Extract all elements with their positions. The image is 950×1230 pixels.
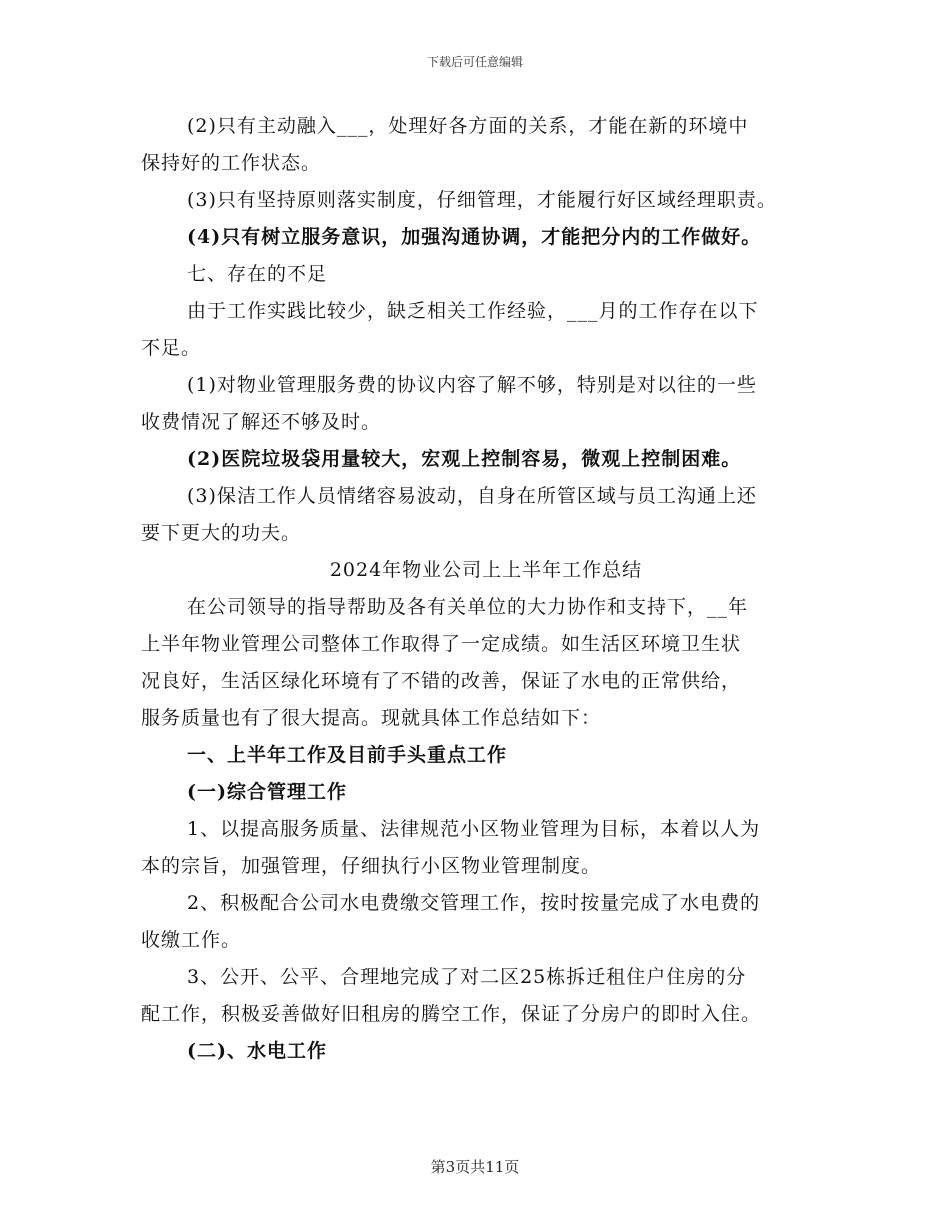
paragraph-line: 况良好，生活区绿化环境有了不错的改善，保证了水电的正常供给， <box>141 670 742 692</box>
paragraph-line: 上半年物业管理公司整体工作取得了一定成绩。如生活区环境卫生状 <box>141 633 742 655</box>
section-heading: 一、上半年工作及目前手头重点工作 <box>187 744 508 766</box>
document-title: 2024年物业公司上上半年工作总结 <box>329 559 643 581</box>
subsection-heading: (一)综合管理工作 <box>187 781 347 803</box>
paragraph-line: 3、公开、公平、合理地完成了对二区25栋拆迁租住户住房的分 <box>187 966 747 988</box>
paragraph-line: 保持好的工作状态。 <box>141 152 322 174</box>
paragraph-line: (3)保洁工作人员情绪容易波动，自身在所管区域与员工沟通上还 <box>187 485 757 507</box>
paragraph-line: 在公司领导的指导帮助及各有关单位的大力协作和支持下，__年 <box>187 596 749 618</box>
paragraph-line: 本的宗旨，加强管理，仔细执行小区物业管理制度。 <box>141 855 602 877</box>
paragraph-line: 不足。 <box>141 337 202 359</box>
paragraph-line: 1、以提高服务质量、法律规范小区物业管理为目标，本着以人为 <box>187 818 761 840</box>
paragraph-line: 配工作，积极妥善做好旧租房的腾空工作，保证了分房户的即时入住。 <box>141 1003 762 1025</box>
paragraph-line: (2)只有主动融入___，处理好各方面的关系，才能在新的环境中 <box>187 115 749 137</box>
section-heading: 七、存在的不足 <box>187 263 328 285</box>
paragraph-line: 要下更大的功夫。 <box>141 522 302 544</box>
paragraph-line: 收费情况了解还不够及时。 <box>141 411 382 433</box>
document-body <box>141 108 831 1070</box>
paragraph-line: 服务质量也有了很大提高。现就具体工作总结如下： <box>141 707 602 729</box>
paragraph-line: 由于工作实践比较少，缺乏相关工作经验，___月的工作存在以下 <box>187 300 759 322</box>
paragraph-line: (4)只有树立服务意识，加强沟通协调，才能把分内的工作做好。 <box>187 226 762 248</box>
paragraph-line: (1)对物业管理服务费的协议内容了解不够，特别是对以往的一些 <box>187 374 757 396</box>
paragraph-line: 收缴工作。 <box>141 929 242 951</box>
page-header: 下载后可任意编辑 <box>426 55 523 69</box>
subsection-heading: (二)、水电工作 <box>187 1040 327 1062</box>
paragraph-line: (3)只有坚持原则落实制度，仔细管理，才能履行好区域经理职责。 <box>187 189 777 211</box>
page-footer: 第3页共11页 <box>430 1158 520 1176</box>
paragraph-line: 2、积极配合公司水电费缴交管理工作，按时按量完成了水电费的 <box>187 892 761 914</box>
paragraph-line: (2)医院垃圾袋用量较大，宏观上控制容易，微观上控制困难。 <box>187 448 742 470</box>
